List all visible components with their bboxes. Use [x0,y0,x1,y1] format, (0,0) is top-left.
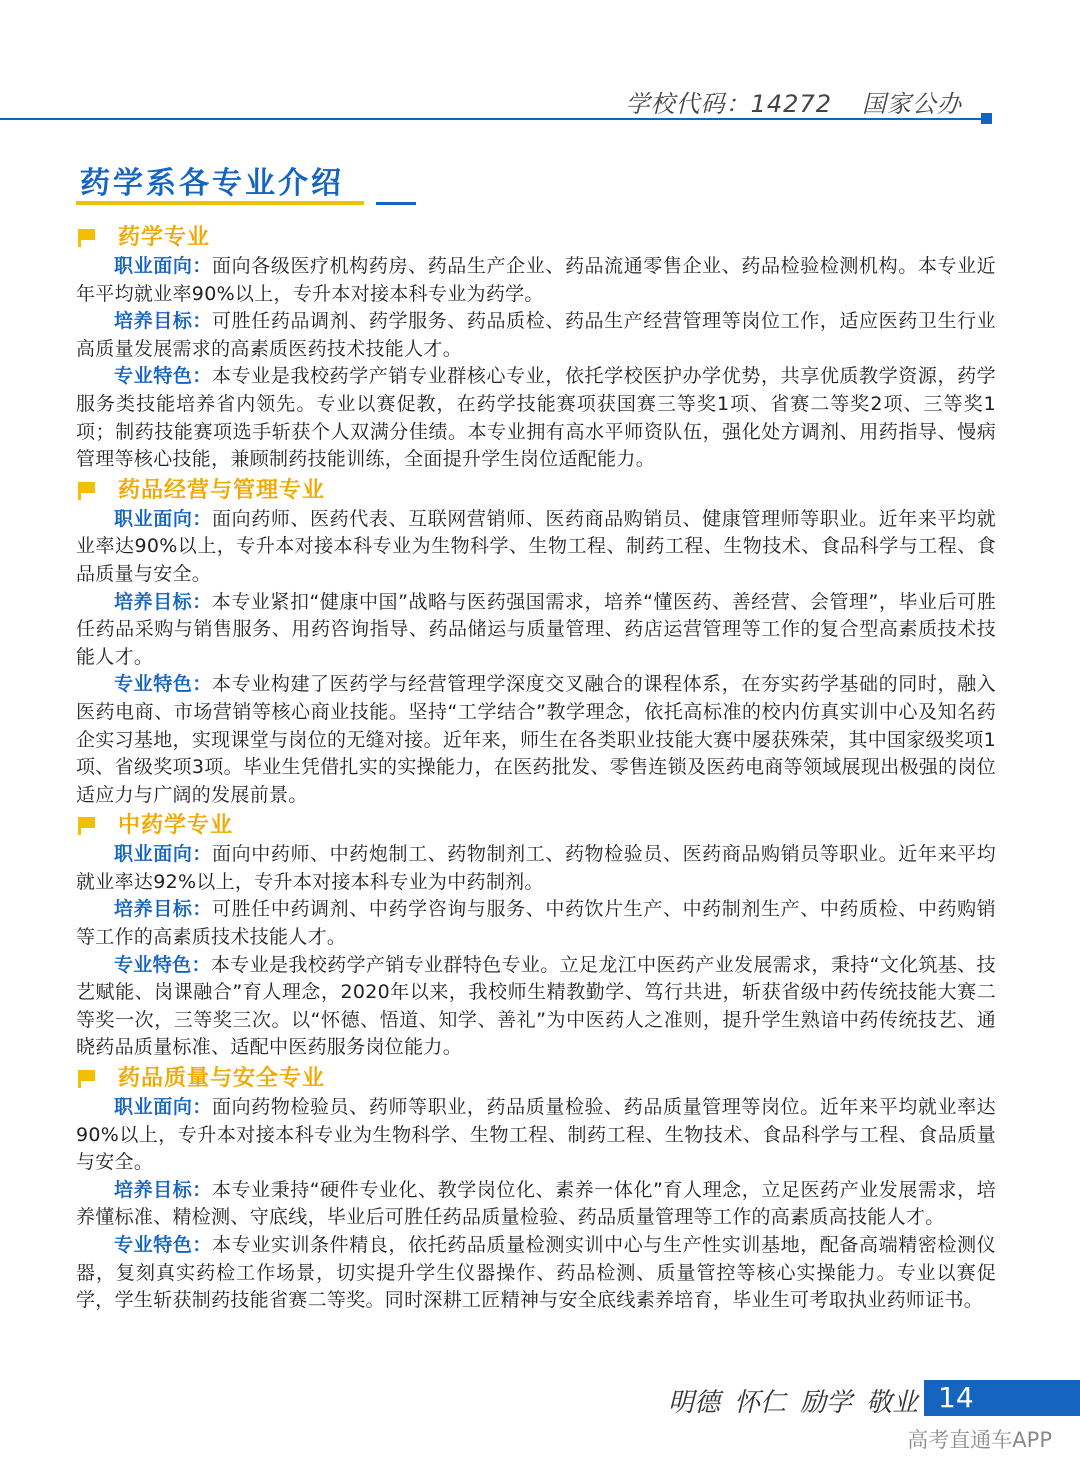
header-square-icon [981,113,992,124]
para-text: 可胜任中药调剂、中药学咨询与服务、中药饮片生产、中药制剂生产、中药质检、中药购销等工作的高素质技术技能人才。 [76,898,996,949]
paragraph [76,841,996,896]
paragraph [76,1094,996,1177]
footer-motto [668,1382,918,1419]
motto-word: 敬业 [866,1388,919,1418]
paragraph [76,1177,996,1232]
para-label: 专业特色： [114,1234,213,1256]
para-text: 面向各级医疗机构药房、药品生产企业、药品流通零售企业、药品检验检测机构。本专业近年平均就业率90%以上，专升本对接本科专业为药学。 [76,255,996,305]
para-text: 本专业是我校药学产销专业群核心专业，依托学校医护办学优势，共享优质教学资源，药学服务类技能培养省内领先。专业以赛促教，在药学技能赛项获国赛三等奖1项、省赛二等奖2项、三等奖1项；制药技能赛项选手斩获个人双满分佳绩。本专业拥有高水平师资队伍，强化处方调剂、用药指导、慢病管理等核心技能，兼顾制药技能训练，全面提升学生岗位适配能力。 [76,365,996,471]
paragraph [76,363,996,473]
watermark: 高考直通车APP [907,1428,1052,1452]
major-heading [76,1064,996,1094]
header-divider [0,118,985,120]
flag-icon [78,482,98,500]
paragraph [76,1232,996,1315]
para-label: 培养目标： [114,310,213,333]
major-tcm-pharmacy [76,811,996,1062]
para-label: 职业面向： [114,1096,213,1119]
motto-word: 怀仁 [734,1388,787,1418]
major-name: 中药学专业 [118,813,234,839]
motto-word: 励学 [800,1388,853,1418]
major-heading [76,811,996,841]
para-text: 可胜任药品调剂、药学服务、药品质检、药品生产经营管理等岗位工作，适应医药卫生行业高质量发展需求的高素质医药技术技能人才。 [76,310,996,360]
paragraph [76,589,996,672]
para-label: 培养目标： [114,898,213,921]
paragraph [76,253,996,308]
flag-icon [78,1070,98,1088]
para-label: 培养目标： [114,590,212,613]
para-text: 面向药师、医药代表、互联网营销师、医药商品购销员、健康管理师等职业。近年来平均就业率达90%以上，专升本对接本科专业为生物科学、生物工程、制药工程、生物技术、食品科学与工程、食品质量与安全。 [76,507,996,585]
para-label: 专业特色： [114,953,211,976]
para-label: 培养目标： [114,1178,212,1201]
paragraph [76,506,996,589]
motto-word: 明德 [668,1388,721,1418]
major-name: 药学专业 [118,225,211,251]
para-text: 本专业秉持“硬件专业化、教学岗位化、素养一体化”育人理念，立足医药产业发展需求，培养懂标准、精检测、守底线，毕业后可胜任药品质量检验、药品质量管理等工作的高素质高技能人才。 [76,1178,996,1229]
paragraph [76,952,996,1062]
page-number: 14 [938,1381,974,1414]
major-heading [76,223,996,253]
title-underline-blue [376,202,416,205]
major-pharmacy [76,223,996,474]
flag-icon [78,229,98,247]
major-drug-quality-safety [76,1064,996,1315]
major-name: 药品质量与安全专业 [118,1066,326,1092]
para-text: 本专业构建了医药学与经营管理学深度交叉融合的课程体系，在夯实药学基础的同时，融入医药电商、市场营销等核心商业技能。坚持“工学结合”教学理念，依托高标准的校内仿真实训中心及知名药企实习基地，实现课堂与岗位的无缝对接。近年来，师生在各类职业技能大赛中屡获殊荣，其中国家级奖项1项、省级奖项3项。毕业生凭借扎实的实操能力，在医药批发、零售连锁及医药电商等领域展现出极强的岗位适应力与广阔的发展前景。 [76,673,996,806]
school-code: 学校代码：14272 [625,90,832,118]
para-text: 面向中药师、中药炮制工、药物制剂工、药物检验员、医药商品购销员等职业。近年来平均就业率达92%以上，专升本对接本科专业为中药制剂。 [76,843,996,893]
school-type: 国家公办 [862,90,962,118]
para-text: 面向药物检验员、药师等职业，药品质量检验、药品质量管理等岗位。近年来平均就业率达90%以上，专升本对接本科专业为生物科学、生物工程、制药工程、生物技术、食品科学与工程、食品质量与安全。 [76,1096,996,1174]
para-label: 职业面向： [114,843,213,866]
para-label: 专业特色： [114,365,213,388]
para-text: 本专业是我校药学产销专业群特色专业。立足龙江中医药产业发展需求，秉持“文化筑基、技艺赋能、岗课融合”育人理念，2020年以来，我校师生精教勤学、笃行共进，斩获省级中药传统技能大赛二等奖一次，三等奖三次。以“怀德、悟道、知学、善礼”为中医药人之准则，提升学生熟谙中药传统技艺、通晓药品质量标准、适配中医药服务岗位能力。 [76,953,996,1059]
para-text: 本专业实训条件精良，依托药品质量检测实训中心与生产性实训基地，配备高端精密检测仪器，复刻真实药检工作场景，切实提升学生仪器操作、药品检测、质量管控等核心实操能力。专业以赛促学，学生斩获制药技能省赛二等奖。同时深耕工匠精神与安全底线素养培育，毕业生可考取执业药师证书。 [76,1234,996,1312]
para-text: 本专业紧扣“健康中国”战略与医药强国需求，培养“懂医药、善经营、会管理”，毕业后可胜任药品采购与销售服务、用药咨询指导、药品储运与质量管理、药店运营管理等工作的复合型高素质技术技能人才。 [76,590,996,668]
paragraph [76,308,996,363]
section-title: 药学系各专业介绍 [80,166,344,201]
header-text [626,84,962,119]
paragraph [76,671,996,809]
para-label: 专业特色： [114,673,213,696]
flag-icon [78,817,98,835]
major-heading [76,476,996,506]
title-underline-yellow [76,201,364,205]
major-name: 药品经营与管理专业 [118,477,326,503]
para-label: 职业面向： [114,507,213,530]
paragraph [76,896,996,951]
majors-content [76,221,996,1315]
para-label: 职业面向： [114,255,213,277]
major-drug-business-management [76,476,996,810]
